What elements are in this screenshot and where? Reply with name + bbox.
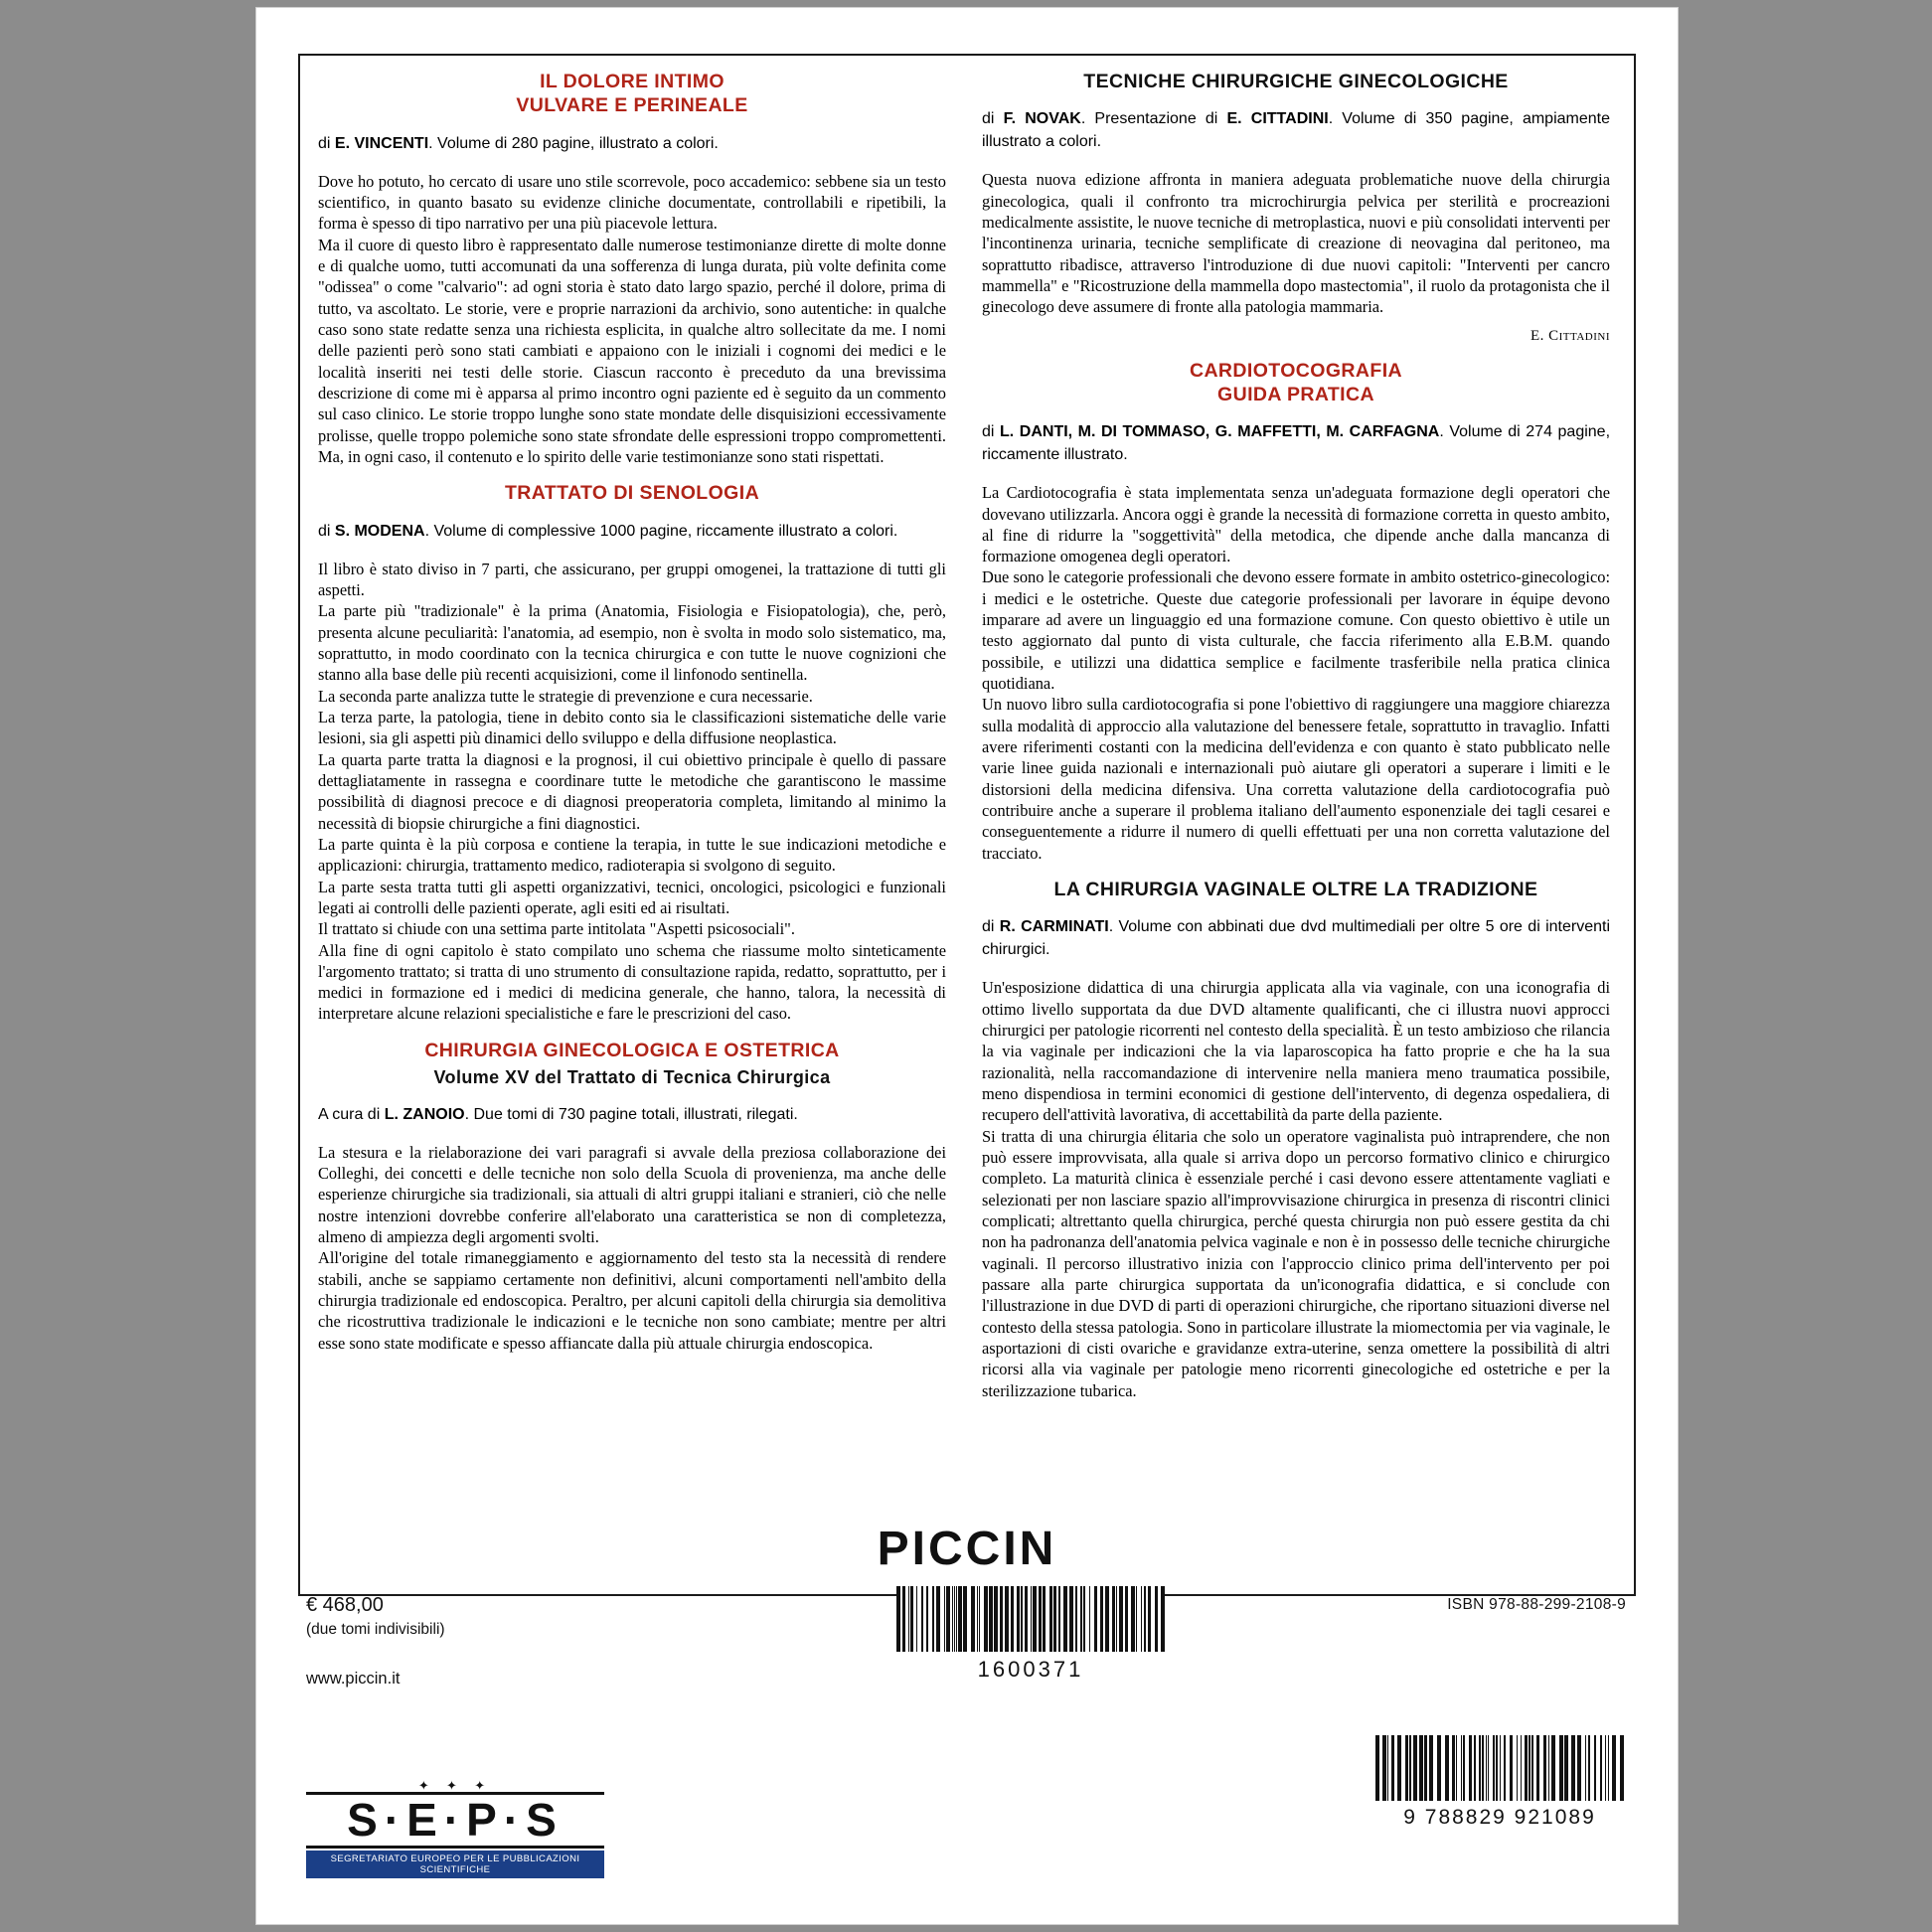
paragraph: Il libro è stato diviso in 7 parti, che assicurano, per gruppi omogenei, la trattazione di tutti gli aspetti. [318, 559, 946, 599]
footer [300, 1586, 1634, 1884]
seps-tagline: SEGRETARIATO EUROPEO PER LE PUBBLICAZIONI SCIENTIFICHE [306, 1851, 604, 1878]
byline-rest: . Due tomi di 730 pagine totali, illustrati, rilegati. [464, 1105, 798, 1123]
byline-danti [982, 420, 1610, 466]
website-url: www.piccin.it [306, 1670, 401, 1688]
byline-prefix: di [318, 134, 335, 152]
section-title-chirurgia-vaginale: LA CHIRURGIA VAGINALE OLTRE LA TRADIZIONE [1053, 879, 1538, 901]
price [306, 1594, 445, 1639]
byline-prefix: A cura di [318, 1105, 385, 1123]
paragraph: Ma il cuore di questo libro è rappresentato dalle numerose testimonianze dirette di molte donne e di qualche uomo, tutti accomunati da una sofferenza di lunga durata, più volte definita come "odissea" o come "calvario": ad ogni storia è stato dato largo spazio, perché il dolore, prima di tutto, va ascoltato. Le storie, vere e proprie narrazioni da archivio, sono autentiche: in qualche caso sono state redatte senza una richiesta esplicita, in qualche altro sollecitate da me. I nomi delle pazienti però sono stati cambiati e appaiono con le iniziali i cognomi dei medici e le località inseriti nei testi delle storie. Ciascun racconto è preceduto da una brevissima descrizione di come mi è apparsa al primo incontro ogni paziente ed è seguito da un commento sul caso clinico. Le storie troppo lunghe sono state mondate delle disquisizioni eccessivamente prolisse, quelle troppo polemiche sono state sfrondate delle espressioni troppo compromettenti. Ma, in ogni caso, il contenuto e lo spirito delle varie testimonianze sono stati rispettati. [318, 235, 946, 466]
paragraph: La Cardiotocografia è stata implementata senza un'adeguata formazione degli operatori che dovevano utilizzarla. Ancora oggi è grande la necessità di formazione corretta in questo ambito, al fine di ridurre la "soggettività" della metodica, che dipende anche dalla mancanza di formazione omogenea degli operatori. [982, 483, 1610, 566]
signature-cittadini: E. Cittadini [1530, 327, 1610, 344]
byline-prefix: di [318, 522, 335, 540]
isbn-text: ISBN 978-88-299-2108-9 [1447, 1596, 1626, 1613]
book-back-cover [256, 8, 1678, 1924]
section-title-cardiotocografia: CARDIOTOCOGRAFIA GUIDA PRATICA [1189, 359, 1403, 405]
byline-prefix: di [982, 110, 1004, 128]
publisher-logo: PICCIN [877, 1523, 1057, 1575]
paragraph: Un nuovo libro sulla cardiotocografia si pone l'obiettivo di raggiungere una maggiore chiarezza sulla modalità di approccio alla valutazione del benessere fetale, soprattutto in travaglio. Infatti avere riferimenti costanti con la medicina dell'evidenza e con quanto è stato pubblicato nelle varie linee guida nazionali e internazionali può aiutare gli operatori a superare i limiti e le distorsioni della medicina difensiva. Una corretta valutazione della cardiotocografia può contribuire anche a superare il problema italiano dell'aumento esponenziale dei tagli cesarei e conseguentemente a ridurre il numero di quelli effettuati per una non corretta valutazione del tracciato. [982, 695, 1610, 863]
byline-prefix: di [982, 918, 1000, 936]
two-column-layout [318, 70, 1610, 1530]
seps-name: S·E·P·S [306, 1792, 604, 1849]
section-subtitle-volume-xv: Volume XV del Trattato di Tecnica Chirurgica [433, 1067, 831, 1088]
paragraph: Il trattato si chiude con una settima parte intitolata "Aspetti psicosociali". [318, 919, 795, 939]
paragraph: La parte quinta è la più corposa e contiene la terapia, in tutte le sue indicazioni metodiche e applicazioni: chirurgia, trattamento medico, radioterapia si svolgono di seguito. [318, 834, 946, 876]
barcode-number: 1600371 [977, 1657, 1084, 1682]
seps-logo [306, 1778, 604, 1878]
barcode-ean [1375, 1735, 1624, 1830]
paragraph: Alla fine di ogni capitolo è stato compilato uno schema che riassume molto sinteticamente l'argomento trattato; si tratta di uno strumento di consultazione rapida, redatto, soprattutto, per i medici in formazione ed i medici di medicina generale, che hanno, talora, la necessità di interpretare alcune relazioni specialistiche e fare le prescrizioni del caso. [318, 940, 946, 1024]
byline-rest: . Volume con abbinati due dvd multimediali per oltre 5 ore di interventi chirurgici. [982, 918, 1611, 959]
byline-author: L. ZANOIO [384, 1105, 465, 1123]
byline-vincenti [318, 132, 946, 155]
paragraph: La terza parte, la patologia, tiene in debito conto sia le classificazioni sistematiche delle varie lesioni, sia gli aspetti più dinamici dello sviluppo e della diffusione neoplastica. [318, 707, 946, 748]
section-title-chirurgia-ginecologica: CHIRURGIA GINECOLOGICA E OSTETRICA [424, 1039, 840, 1061]
paragraph: Si tratta di una chirurgia élitaria che solo un operatore vaginalista può intraprendere, che non può essere improvvisata, alla quale si arriva dopo un percorso formativo clinico e chirurgico completo. La maturità clinica è essenziale perché i casi devono essere attentamente vagliati e selezionati per non lasciare spazio all'improvvisazione chirurgica in presenza di riscontri clinici complicati; altrettanto quella chirurgica, perché questa chirurgia non può essere gestita da chi non ha padronanza dell'anatomia pelvica vaginale e non è in possesso delle tecniche chirurgiche vaginali. Il percorso illustrativo inizia con l'approccio clinico prima dell'intervento per poi passare alla parte chirurgica supportata da un'iconografia didattica, e si conclude con l'illustrazione in due DVD di parti di operazioni chirurgiche, che riportano situazioni diverse nel contesto della stessa patologia. Sono in particolare illustrate la miomectomia per via vaginale, le asportazioni di cisti ovariche e gravidanze extra-uterine, senza omettere la possibilità di altri ricorsi alla via vaginale per patologie meno ricorrenti ginecologiche ed ostetriche e per la sterilizzazione tubarica. [982, 1126, 1610, 1400]
paragraph: Due sono le categorie professionali che devono essere formate in ambito ostetrico-ginecologico: i medici e le ostetriche. Queste due categorie professionali per lavorare in équipe devono imparare ad avere un linguaggio ed una formazione comune. Con questo obiettivo è utile un testo aggiornato dal punto di vista culturale, che faccia riferimento alla E.B.M. quando possibile, e utilizzi una didattica semplice e facilmente trasferibile nella pratica clinica quotidiana. [982, 567, 1610, 694]
barcode-internal [896, 1586, 1165, 1683]
byline-author: S. MODENA [334, 522, 425, 540]
byline-mid: . Presentazione di [1080, 110, 1227, 128]
paragraph: La parte sesta tratta tutti gli aspetti organizzativi, tecnici, oncologici, psicologici e funzionali legati ai controlli delle pazienti operate, agli esiti ed ai risultati. [318, 877, 946, 917]
barcode-number: 9 788829 921089 [1403, 1806, 1596, 1829]
paragraph: La stesura e la rielaborazione dei vari paragrafi si avvale della preziosa collaborazione dei Colleghi, dei concetti e delle tecniche non solo della Scuola di provenienza, ma anche delle esperienze chirurgiche sia tradizionali, sia attuali di altri gruppi italiani e stranieri, ciò che nelle nostre intenzioni dovrebbe conferire all'elaborato una caratteristica se non di completezza, almeno di ampiezza degli argomenti svolti. [318, 1142, 946, 1246]
section-title-tecniche-chirurgiche: TECNICHE CHIRURGICHE GINECOLOGICHE [1083, 71, 1509, 92]
byline-rest: . Volume di 280 pagine, illustrato a colori. [428, 134, 719, 152]
barcode-bars [896, 1586, 1165, 1652]
seps-stars: ✦ ✦ ✦ [417, 1777, 493, 1793]
paragraph: La parte più "tradizionale" è la prima (Anatomia, Fisiologia e Fisiopatologia), che, però, presenta alcune peculiarità: l'anatomia, ad esempio, non è svolta in modo solo sistematico, ma, soprattutto, in modo coordinato con la tecnica chirurgica e con tutte le nuove cognizioni che stanno alla base delle più recenti acquisizioni, come il linfonodo sentinella. [318, 601, 946, 685]
price-note: (due tomi indivisibili) [306, 1621, 445, 1638]
right-column [982, 70, 1610, 1530]
left-column [318, 70, 946, 1530]
byline-rest: . Volume di 350 pagine, ampiamente illustrato a colori. [982, 110, 1611, 151]
paragraph: Un'esposizione didattica di una chirurgia applicata alla via vaginale, con una iconografia di ottimo livello supportata da due DVD altamente qualificanti, che ci illustra nuovi approcci chirurgici per patologie ricorrenti nel contesto della specialità. È un testo ambizioso che rilancia la via vaginale per indicazioni che la via laparoscopica ha fatto proprie e che ha la sua razionalità, nella raccomandazione di intervenire nella maniera meno traumatica possibile, meno dispendiosa in termini economici di gestione dell'intervento, di degenza ospedaliera, di recupero dell'attività lavorativa, di accettabilità da parte della paziente. [982, 978, 1610, 1125]
byline-prefix: di [982, 423, 1001, 441]
byline-author-2: E. CITTADINI [1226, 110, 1329, 128]
byline-carminati [982, 915, 1610, 961]
byline-rest: . Volume di 274 pagine, riccamente illustrato. [982, 423, 1611, 464]
byline-author: R. CARMINATI [999, 918, 1109, 936]
price-value: € 468,00 [306, 1594, 384, 1616]
byline-rest: . Volume di complessive 1000 pagine, riccamente illustrato a colori. [424, 522, 898, 540]
section-title-dolore-intimo: IL DOLORE INTIMO VULVARE E PERINEALE [516, 71, 748, 117]
byline-author: L. DANTI, M. DI TOMMASO, G. MAFFETTI, M. CARFAGNA [1000, 423, 1440, 441]
paragraph: Dove ho potuto, ho cercato di usare uno stile scorrevole, poco accademico: sebbene sia un testo scientifico, in quanto basato su evidenze cliniche documentate, controllabili e ripetibili, la forma è spesso di tipo narrativo per una più piacevole lettura. [318, 171, 946, 234]
barcode-bars [1375, 1735, 1624, 1801]
byline-novak [982, 107, 1610, 153]
paragraph: All'origine del totale rimaneggiamento e aggiornamento del testo sta la necessità di rendere stabili, anche se sappiamo certamente non definitivi, alcuni comportamenti nell'ambito della chirurgia tradizionale ed endoscopica. Peraltro, per alcuni capitoli della chirurgia sia demolitiva che ricostruttiva tradizionale le indicazioni e le tecniche non sono cambiate; mentre per altri esse sono state modificate e spesso affiancate dalla più attuale chirurgia endoscopica. [318, 1248, 946, 1353]
section-title-trattato-senologia: TRATTATO DI SENOLOGIA [504, 482, 760, 505]
paragraph: La quarta parte tratta la diagnosi e la prognosi, il cui obiettivo principale è quello di passare dettagliatamente in rassegna e coordinare tutte le metodiche che garantiscono le massime possibilità di diagnosi precoce e di diagnosi preoperatoria completa, limitando al minimo la necessità di biopsie chirurgiche a fini diagnostici. [318, 749, 946, 833]
byline-modena [318, 520, 946, 543]
paragraph: Questa nuova edizione affronta in maniera adeguata problematiche nuove della chirurgia ginecologica, quali il confronto tra microchirurgia pelvica per sterilità e procreazioni medicalmente assistite, le nuove tecniche di metroplastica, nuovi e più consolidati interventi per l'incontinenza urinaria, tecniche semplificate di creazione di neovagina dal peritoneo, ma soprattutto ribadisce, attraverso l'introduzione di due nuovi capitoli: "Interventi per cancro mammella" e "Ricostruzione della mammella dopo mastectomia", il ruolo da protagonista che il ginecologo deve assumere di fronte alla patologia mammaria. [982, 170, 1610, 317]
byline-author: F. NOVAK [1003, 110, 1081, 128]
byline-author: E. VINCENTI [334, 134, 429, 152]
paragraph: La seconda parte analizza tutte le strategie di prevenzione e cura necessarie. [318, 686, 813, 706]
byline-zanoio [318, 1103, 946, 1126]
